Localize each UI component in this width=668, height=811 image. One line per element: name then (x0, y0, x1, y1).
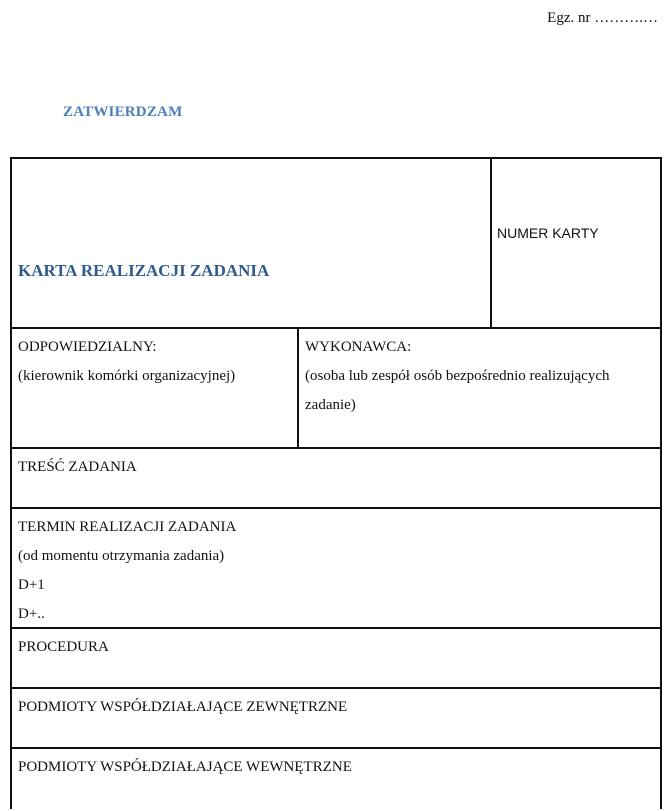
task-content-label: TREŚĆ ZADANIA (18, 459, 137, 475)
task-content-cell (12, 449, 660, 507)
procedure-row[interactable] (12, 629, 660, 689)
responsible-hint: (kierownik komórki organizacyjnej) (18, 368, 236, 384)
procedure-cell (12, 629, 660, 687)
external-entities-label: PODMIOTY WSPÓŁDZIAŁAJĄCE ZEWNĘTRZNE (18, 699, 348, 715)
external-entities-row[interactable] (12, 689, 660, 749)
title-row (12, 159, 660, 329)
internal-entities-cell (12, 749, 660, 811)
task-card-form (10, 157, 662, 809)
deadline-label: TERMIN REALIZACJI ZADANIA (18, 519, 237, 535)
internal-entities-label: PODMIOTY WSPÓŁDZIAŁAJĄCE WEWNĘTRZNE (18, 759, 352, 775)
external-entities-cell (12, 689, 660, 747)
deadline-d2: D+.. (18, 606, 45, 622)
executor-hint: (osoba lub zespół osób bezpośrednio realizujących zadanie) (305, 368, 610, 413)
card-number-label: NUMER KARTY (497, 225, 599, 241)
card-title: KARTA REALIZACJI ZADANIA (18, 261, 270, 280)
task-content-row[interactable] (12, 449, 660, 509)
copy-number: Egz. nr ……….… (547, 10, 658, 26)
executor-label: WYKONAWCA: (305, 339, 412, 355)
title-cell (12, 159, 492, 327)
internal-entities-row[interactable] (12, 749, 660, 811)
deadline-cell (12, 509, 660, 627)
procedure-label: PROCEDURA (18, 639, 109, 655)
deadline-d1: D+1 (18, 577, 45, 593)
card-number-cell[interactable] (492, 159, 660, 327)
responsible-executor-row (12, 329, 660, 449)
approve-heading: ZATWIERDZAM (63, 104, 183, 120)
deadline-hint: (od momentu otrzymania zadania) (18, 548, 225, 564)
deadline-row[interactable] (12, 509, 660, 629)
responsible-label: ODPOWIEDZIALNY: (18, 339, 157, 355)
responsible-cell[interactable] (12, 329, 299, 447)
executor-cell[interactable] (299, 329, 660, 447)
